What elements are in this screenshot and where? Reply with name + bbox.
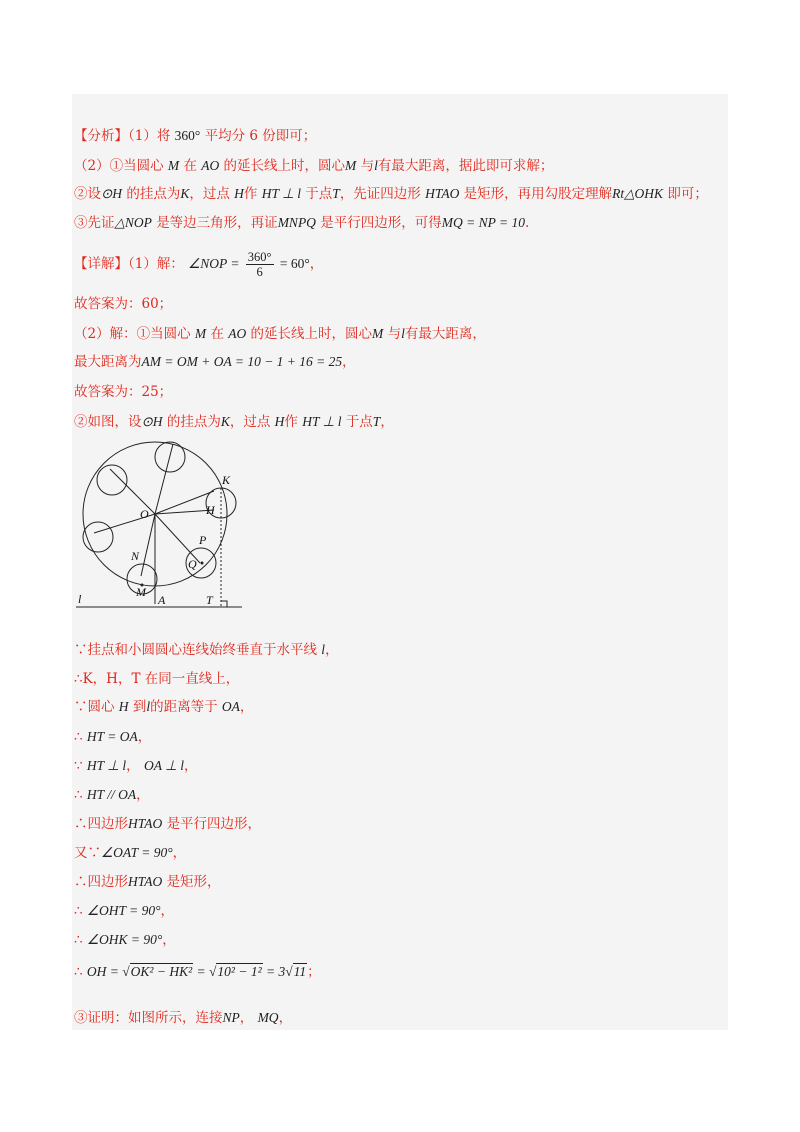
answer-1: 故答案为：60；	[74, 296, 173, 312]
analysis-line-3: ②设⊙H 的挂点为K，过点 H作 HT ⊥ l 于点T，先证四边形 HTAO 是矩形，再用勾股定理解Rt△OHK 即可；	[74, 186, 708, 202]
detail-line-2: （2）解：①当圆心 M 在 AO 的延长线上时，圆心M 与l有最大距离，	[74, 326, 486, 342]
proof-line-13: ③证明：如图所示，连接NP， MQ，	[74, 1010, 293, 1026]
analysis-line-2: （2）①当圆心 M 在 AO 的延长线上时，圆心M 与l有最大距离，据此即可求解；	[74, 158, 554, 174]
spoke	[155, 444, 173, 514]
proof-line-5: ∵ HT ⊥ l， OA ⊥ l，	[74, 758, 198, 774]
small-circle	[97, 465, 127, 495]
label-Q: Q	[188, 557, 197, 571]
analysis-line-4: ③先证△NOP 是等边三角形，再证MNPQ 是平行四边形，可得MQ = NP = 10.	[74, 215, 530, 231]
label-N: N	[131, 549, 140, 563]
proof-line-6: ∴ HT // OA，	[74, 787, 150, 803]
proof-line-4: ∴ HT = OA，	[74, 729, 152, 745]
detail-line-3: 最大距离为AM = OM + OA = 10 − 1 + 16 = 25，	[74, 354, 356, 370]
analysis-tag: 【分析】	[74, 128, 128, 144]
proof-line-7: ∴四边形HTAO 是平行四边形，	[74, 816, 262, 832]
spoke	[141, 514, 155, 576]
proof-line-10: ∴ ∠OHT = 90°，	[74, 903, 175, 919]
proof-line-9: ∴四边形HTAO 是矩形，	[74, 874, 221, 890]
detail-line-1: 【详解】（1）解： ∠NOP = $\frac{360^\circ}{6}$ = 60°，	[74, 250, 324, 279]
label-M: M	[136, 585, 146, 599]
right-angle-T	[221, 601, 227, 607]
label-T: T	[206, 593, 213, 607]
small-circle	[83, 522, 113, 552]
label-A: A	[158, 593, 166, 607]
label-K: K	[222, 473, 231, 487]
answer-2: 故答案为：25；	[74, 384, 173, 400]
spoke	[155, 514, 200, 563]
proof-line-3: ∵圆心 H 到l的距离等于 OA，	[74, 699, 254, 715]
proof-line-12: ∴ OH = √OK² − HK² = √10² − 1² = 3√11；	[74, 964, 321, 980]
analysis-line-1: 【分析】（1）将 360° 平均分 6 份即可；	[74, 128, 317, 144]
detail-tag: 【详解】	[74, 256, 128, 272]
label-l: l	[78, 592, 82, 606]
label-O: O	[140, 507, 149, 521]
point-Q	[201, 562, 204, 565]
label-H: H	[206, 503, 215, 517]
ferris-wheel-figure	[74, 436, 254, 616]
proof-line-11: ∴ ∠OHK = 90°，	[74, 932, 176, 948]
detail-line-4: ②如图，设⊙H 的挂点为K，过点 H作 HT ⊥ l 于点T，	[74, 414, 394, 430]
proof-line-2: ∴K，H，T 在同一直线上，	[74, 671, 240, 687]
proof-line-1: ∵挂点和小圆圆心连线始终垂直于水平线 l，	[74, 642, 339, 658]
fraction: $\frac{360^\circ}{6}$	[247, 250, 272, 279]
label-P: P	[199, 533, 207, 547]
proof-line-8: 又∵∠OAT = 90°，	[74, 845, 187, 861]
